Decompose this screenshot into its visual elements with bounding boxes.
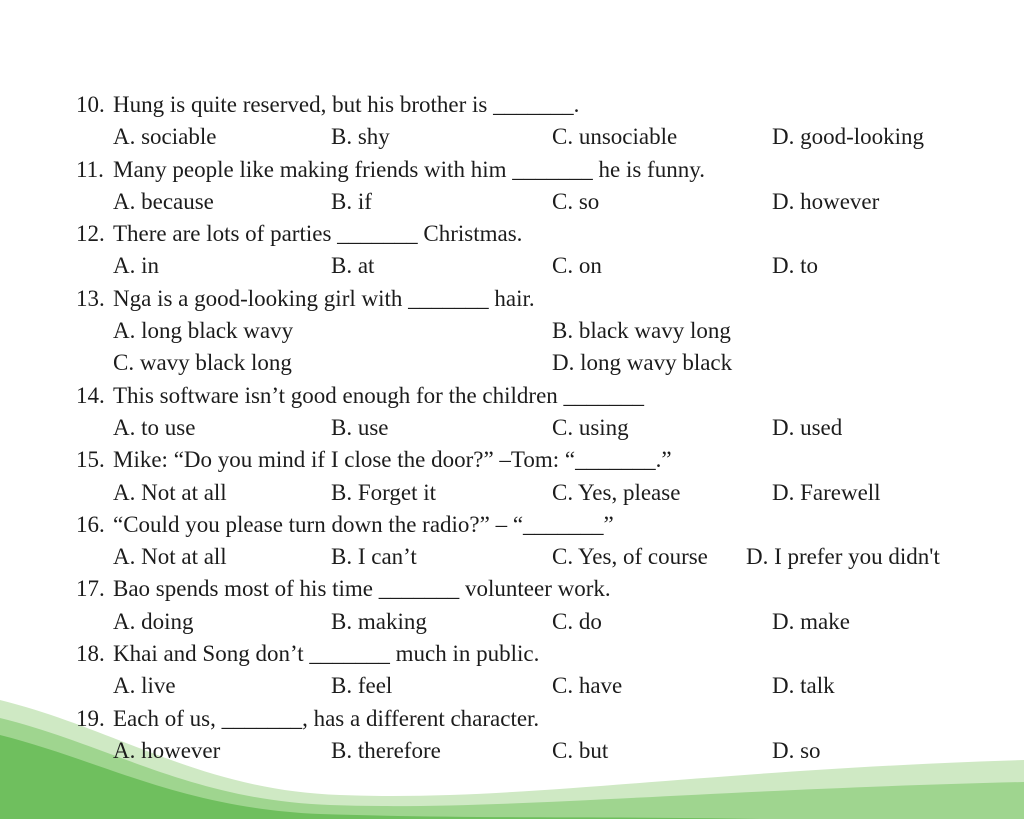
question-11 (76, 154, 976, 186)
answer-option: B. shy (331, 124, 390, 150)
options-row (76, 670, 976, 702)
question-17 (76, 573, 976, 605)
question-text: Many people like making friends with him _______ he is funny. (113, 156, 705, 182)
question-15 (76, 444, 976, 476)
answer-option: C. unsociable (552, 124, 678, 150)
answer-option: D. Farewell (772, 479, 881, 505)
question-18 (76, 638, 976, 670)
question-text: Nga is a good-looking girl with _______ hair. (113, 285, 535, 311)
options-row (76, 186, 976, 218)
answer-option: A. because (113, 188, 214, 214)
answer-option: B. feel (331, 673, 393, 699)
answer-option: D. make (772, 608, 850, 634)
answer-option: D. good-looking (772, 124, 925, 150)
answer-option: A. long black wavy (113, 318, 294, 344)
question-number: 16. (76, 511, 105, 537)
options-row (76, 541, 976, 573)
answer-option: C. wavy black long (113, 350, 292, 376)
question-number: 10. (76, 92, 105, 117)
question-number: 13. (76, 285, 105, 311)
answer-option: D. I prefer you didn't (746, 544, 940, 570)
answer-option: A. doing (113, 608, 194, 634)
answer-option: B. Forget it (331, 479, 437, 505)
question-19 (76, 703, 976, 735)
answer-option: B. I can’t (331, 544, 417, 570)
question-text: Bao spends most of his time _______ volunteer work. (113, 576, 611, 602)
answer-option: B. black wavy long (552, 318, 731, 344)
options-row (76, 412, 976, 444)
question-list (76, 89, 976, 767)
answer-option: D. however (772, 188, 880, 214)
question-10 (76, 89, 976, 121)
question-number: 11. (76, 156, 104, 182)
question-text: This software isn’t good enough for the children _______ (113, 382, 645, 408)
options-row (76, 735, 976, 767)
answer-option: A. however (113, 737, 221, 763)
question-16 (76, 509, 976, 541)
answer-option: C. using (552, 414, 629, 440)
answer-option: C. Yes, please (552, 479, 681, 505)
answer-option: C. on (552, 253, 602, 279)
answer-option: D. to (772, 253, 818, 279)
question-text: “Could you please turn down the radio?” – “_______” (113, 511, 614, 537)
options-row (76, 606, 976, 638)
answer-option: B. making (331, 608, 427, 634)
answer-option: A. Not at all (113, 544, 227, 570)
answer-option: A. sociable (113, 124, 217, 150)
answer-option: D. long wavy black (552, 350, 733, 376)
answer-option: B. therefore (331, 737, 441, 763)
question-number: 14. (76, 382, 105, 408)
answer-option: C. but (552, 737, 609, 763)
question-text: Khai and Song don’t _______ much in public. (113, 641, 540, 667)
answer-option: D. so (772, 737, 821, 763)
answer-option: C. do (552, 608, 602, 634)
answer-option: A. in (113, 253, 159, 279)
answer-option: A. to use (113, 414, 196, 440)
answer-option: B. if (331, 188, 372, 214)
question-number: 18. (76, 641, 105, 667)
answer-option: C. Yes, of course (552, 544, 708, 570)
answer-option: B. at (331, 253, 375, 279)
question-12 (76, 218, 976, 250)
answer-option: C. have (552, 673, 623, 699)
question-14 (76, 380, 976, 412)
options-row (76, 347, 976, 379)
question-number: 15. (76, 447, 105, 473)
answer-option: A. live (113, 673, 176, 699)
answer-option: D. used (772, 414, 843, 440)
options-row (76, 315, 976, 347)
question-text: Hung is quite reserved, but his brother is _______. (113, 92, 580, 117)
question-number: 19. (76, 705, 105, 731)
answer-option: A. Not at all (113, 479, 227, 505)
question-text: There are lots of parties _______ Christmas. (113, 221, 523, 247)
question-text: Mike: “Do you mind if I close the door?” –Tom: “_______.” (113, 447, 672, 473)
answer-option: D. talk (772, 673, 835, 699)
question-number: 12. (76, 221, 105, 247)
options-row (76, 250, 976, 282)
options-row (76, 121, 976, 153)
answer-option: B. use (331, 414, 389, 440)
question-number: 17. (76, 576, 105, 602)
question-text: Each of us, _______, has a different character. (113, 705, 540, 731)
question-13 (76, 283, 976, 315)
answer-option: C. so (552, 188, 600, 214)
options-row (76, 477, 976, 509)
